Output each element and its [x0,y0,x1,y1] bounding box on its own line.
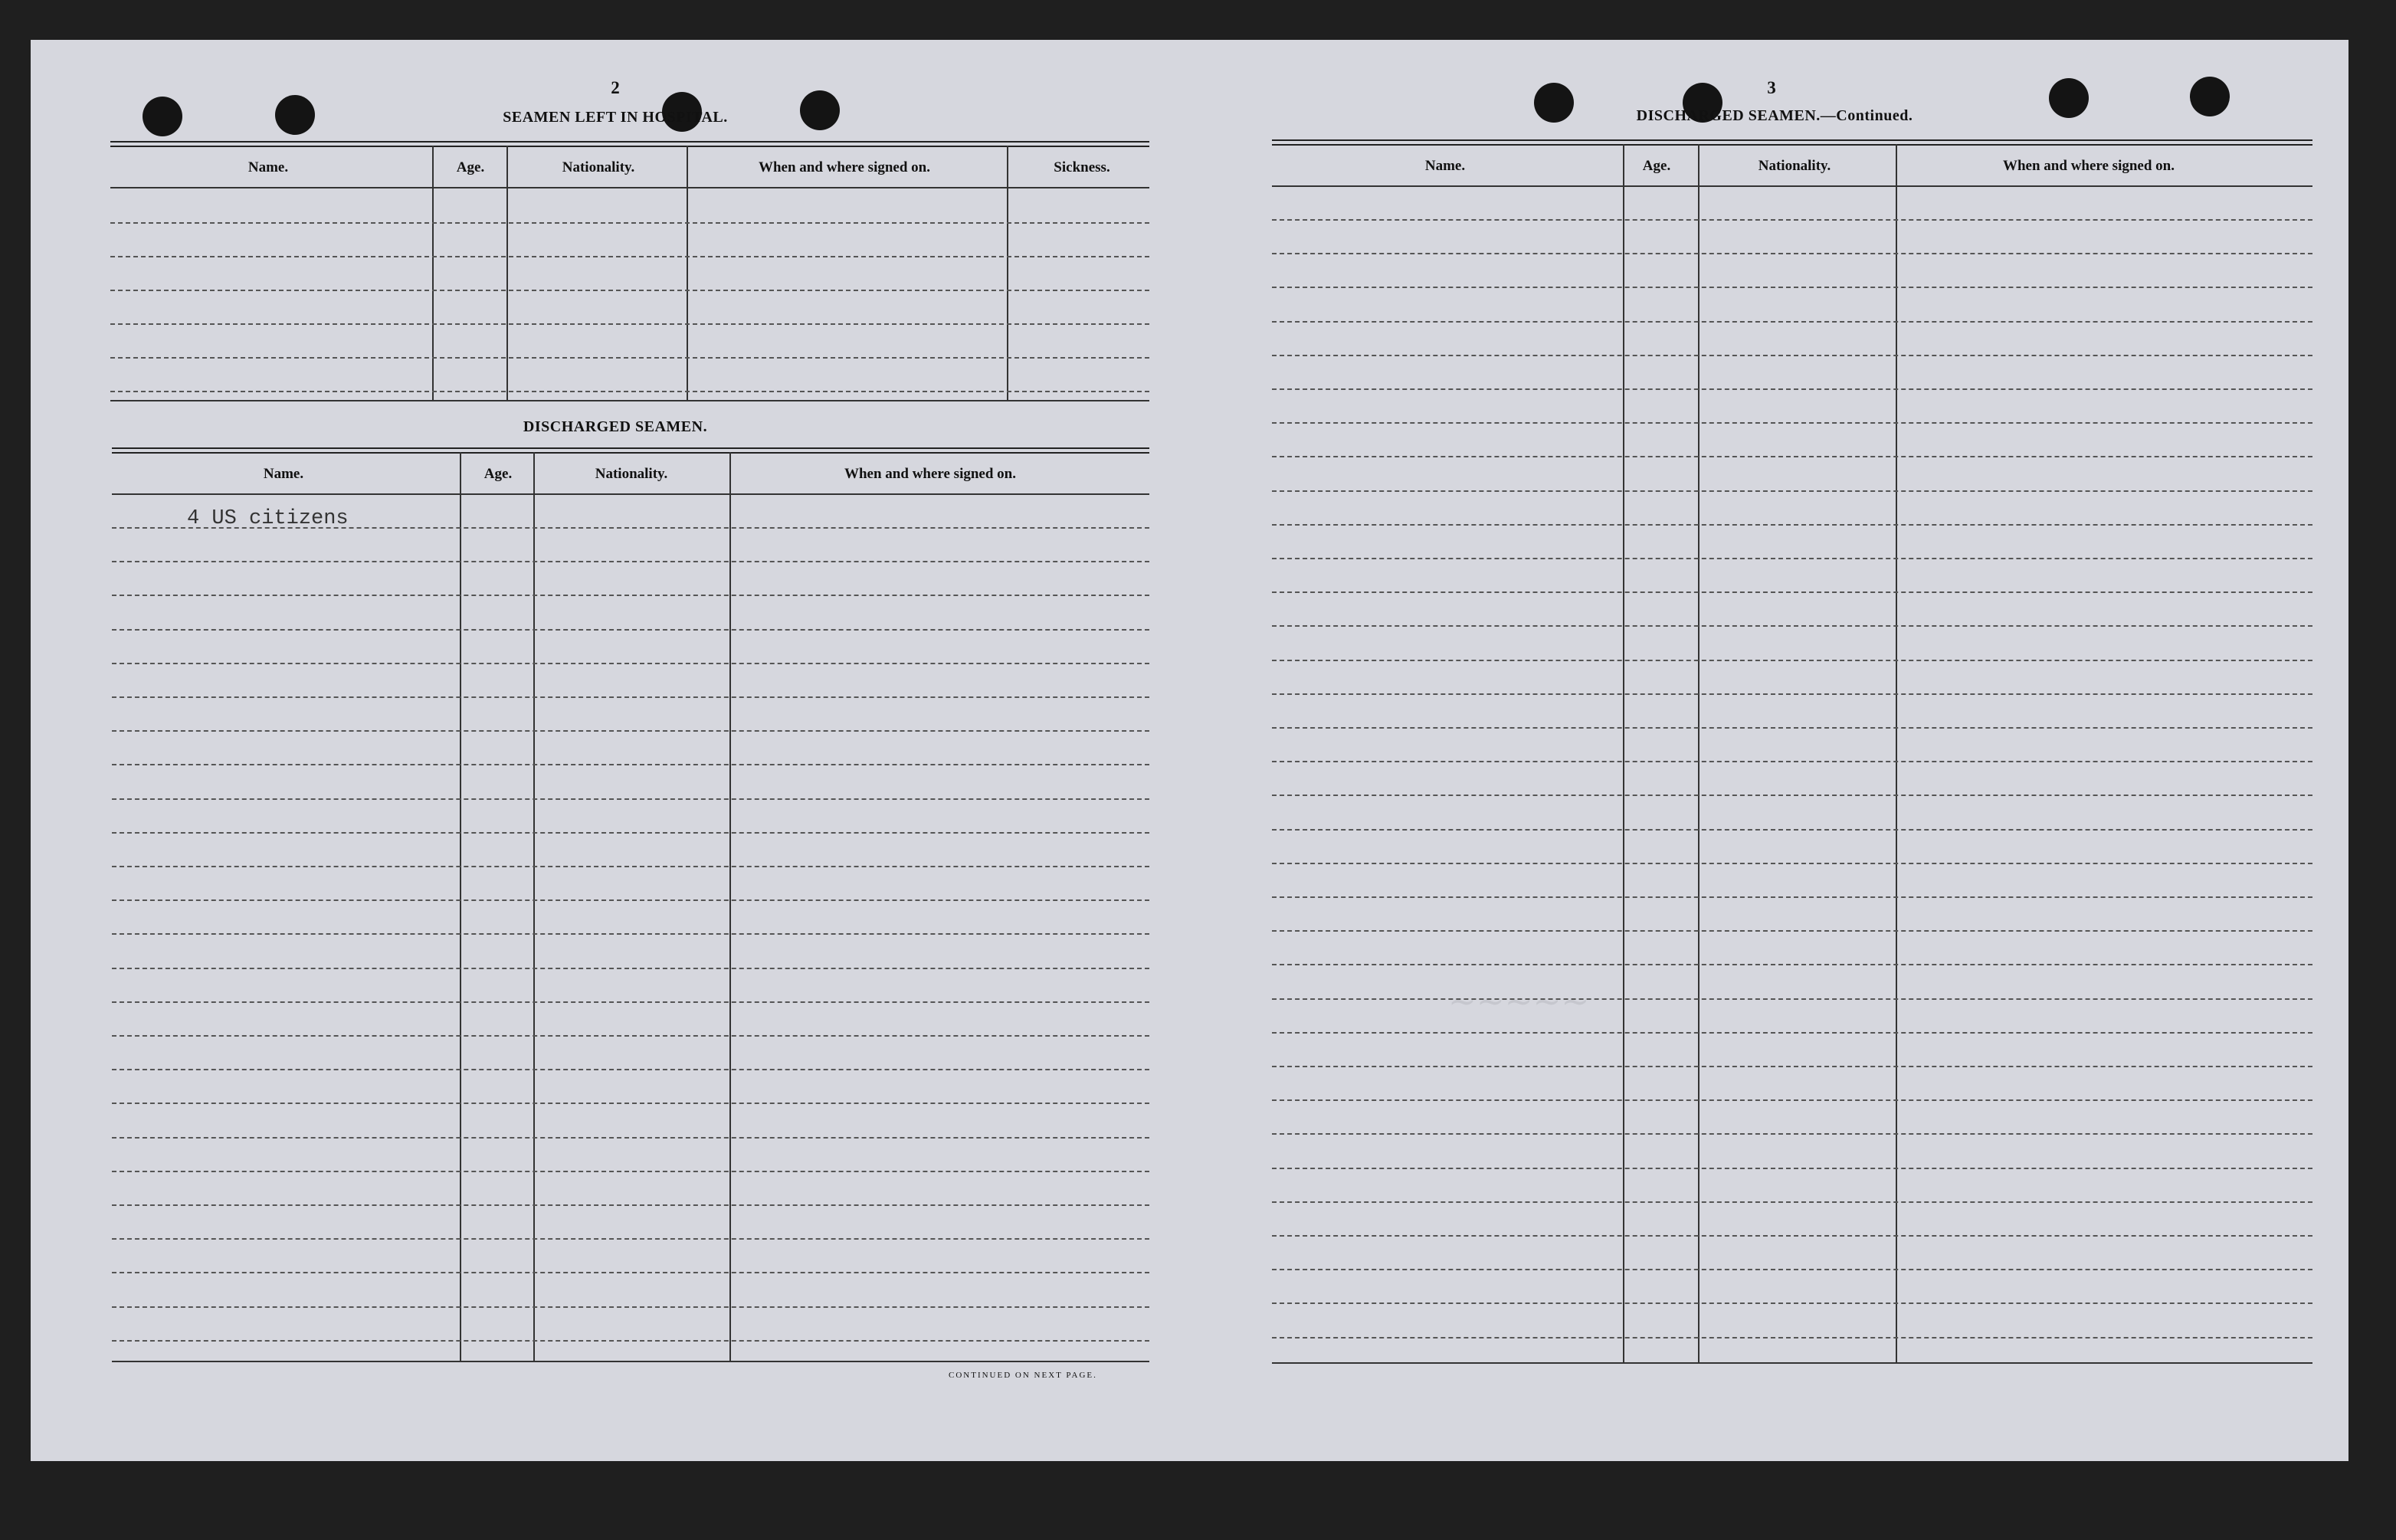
entry-line [1272,1133,2312,1135]
entry-line [1272,253,2312,254]
entry-line [1272,693,2312,695]
entry-line [112,1272,1149,1273]
entry-line [112,1238,1149,1240]
entry-line [1272,321,2312,323]
punch-hole [2190,77,2230,116]
entry-line [1272,727,2312,729]
entry-line [112,866,1149,867]
punch-hole [2049,78,2089,118]
column-header-sickness: Sickness. [1054,159,1110,175]
table-top-rule [110,146,1149,147]
entry-line [1272,422,2312,424]
entry-line [1272,795,2312,796]
table-top-rule [1272,139,2312,141]
punch-hole [800,90,840,130]
column-header-signed-on: When and where signed on. [844,466,1017,482]
entry-line [112,933,1149,935]
column-divider [1007,146,1008,400]
entry-line [1272,1066,2312,1067]
entry-line [110,222,1149,224]
column-header-age: Age. [483,466,513,482]
column-header-age: Age. [1642,158,1671,174]
entry-line [112,629,1149,631]
discharged-section-title: DISCHARGED SEAMEN. [523,418,708,435]
column-divider [1623,144,1624,1362]
entry-line [1272,829,2312,831]
column-divider [1698,144,1699,1362]
entry-line [1272,1099,2312,1101]
table-top-rule [110,141,1149,143]
entry-line [1272,660,2312,661]
entry-line [112,899,1149,901]
entry-line [112,730,1149,732]
entry-line [1272,558,2312,559]
table-top-rule [1272,144,2312,146]
punch-hole [275,95,315,135]
column-header-name: Name. [247,159,289,175]
discharged-table [112,447,1149,1413]
entry-line [112,764,1149,765]
column-header-signed-on: When and where signed on. [758,159,931,175]
entry-line [1272,1235,2312,1237]
entry-line [112,798,1149,800]
entry-line [110,323,1149,325]
entry-line [1272,761,2312,762]
entry-line [112,1035,1149,1037]
entry-line [112,1204,1149,1206]
entry-line [110,256,1149,257]
entry-line [1272,1337,2312,1338]
column-divider [533,452,535,1361]
entry-line [1272,591,2312,593]
entry-line [110,391,1149,392]
entry-line [1272,998,2312,1000]
column-header-nationality: Nationality. [562,159,635,175]
document-sheet [31,40,2348,1461]
bleed-through-mark: ~~~~~ [1448,982,1590,1021]
entry-line [1272,1032,2312,1034]
header-underline [112,493,1149,495]
column-header-name: Name. [263,466,304,482]
column-divider [432,146,434,400]
entry-line [112,1137,1149,1139]
entry-line [112,1171,1149,1172]
column-divider [1896,144,1897,1362]
entry-line [112,696,1149,698]
header-underline [110,187,1149,188]
punch-hole [143,97,182,136]
entry-line [1272,1269,2312,1270]
entry-line [1272,863,2312,864]
header-underline [1272,185,2312,187]
entry-line [1272,1168,2312,1169]
discharged-continued-table [1272,139,2312,1411]
table-bottom-rule [112,1361,1149,1362]
column-divider [460,452,461,1361]
entry-line [112,561,1149,562]
entry-line [112,663,1149,664]
entry-line [112,1103,1149,1104]
entry-line [1272,490,2312,492]
table-bottom-rule [1272,1362,2312,1364]
entry-line [1272,1302,2312,1304]
continued-footer: CONTINUED ON NEXT PAGE. [949,1371,1097,1380]
column-header-signed-on: When and where signed on. [2002,158,2175,174]
entry-line [112,968,1149,969]
entry-line [112,595,1149,596]
entry-line [110,290,1149,291]
table-top-rule [112,447,1149,449]
entry-line [112,1340,1149,1342]
column-header-nationality: Nationality. [1758,158,1831,174]
entry-line [1272,930,2312,932]
entry-line [112,1069,1149,1070]
table-bottom-rule [110,400,1149,401]
page-number: 2 [611,78,620,97]
table-top-rule [112,452,1149,454]
entry-line [112,1306,1149,1308]
entry-line [1272,355,2312,356]
entry-line [1272,896,2312,898]
hospital-table [110,141,1149,414]
entry-line [112,832,1149,834]
column-header-nationality: Nationality. [595,466,668,482]
punch-hole [1534,83,1574,123]
column-header-name: Name. [1424,158,1466,174]
entry-line [1272,1201,2312,1203]
entry-line [1272,388,2312,390]
entry-line [1272,456,2312,457]
entry-line [1272,219,2312,221]
entry-line [112,527,1149,529]
column-divider [506,146,508,400]
entry-line [1272,524,2312,526]
entry-line [110,357,1149,359]
entry-line [1272,625,2312,627]
entry-line [112,1001,1149,1003]
page-number: 3 [1767,78,1776,97]
hospital-section-title: SEAMEN LEFT IN HOSPITAL. [503,109,728,126]
entry-line [1272,287,2312,288]
entry-line [1272,964,2312,965]
discharged-continued-title: DISCHARGED SEAMEN.—Continued. [1636,107,1913,124]
column-divider [729,452,731,1361]
column-divider [687,146,688,400]
column-header-age: Age. [456,159,485,175]
discharged-entry: 4 US citizens [187,507,349,530]
